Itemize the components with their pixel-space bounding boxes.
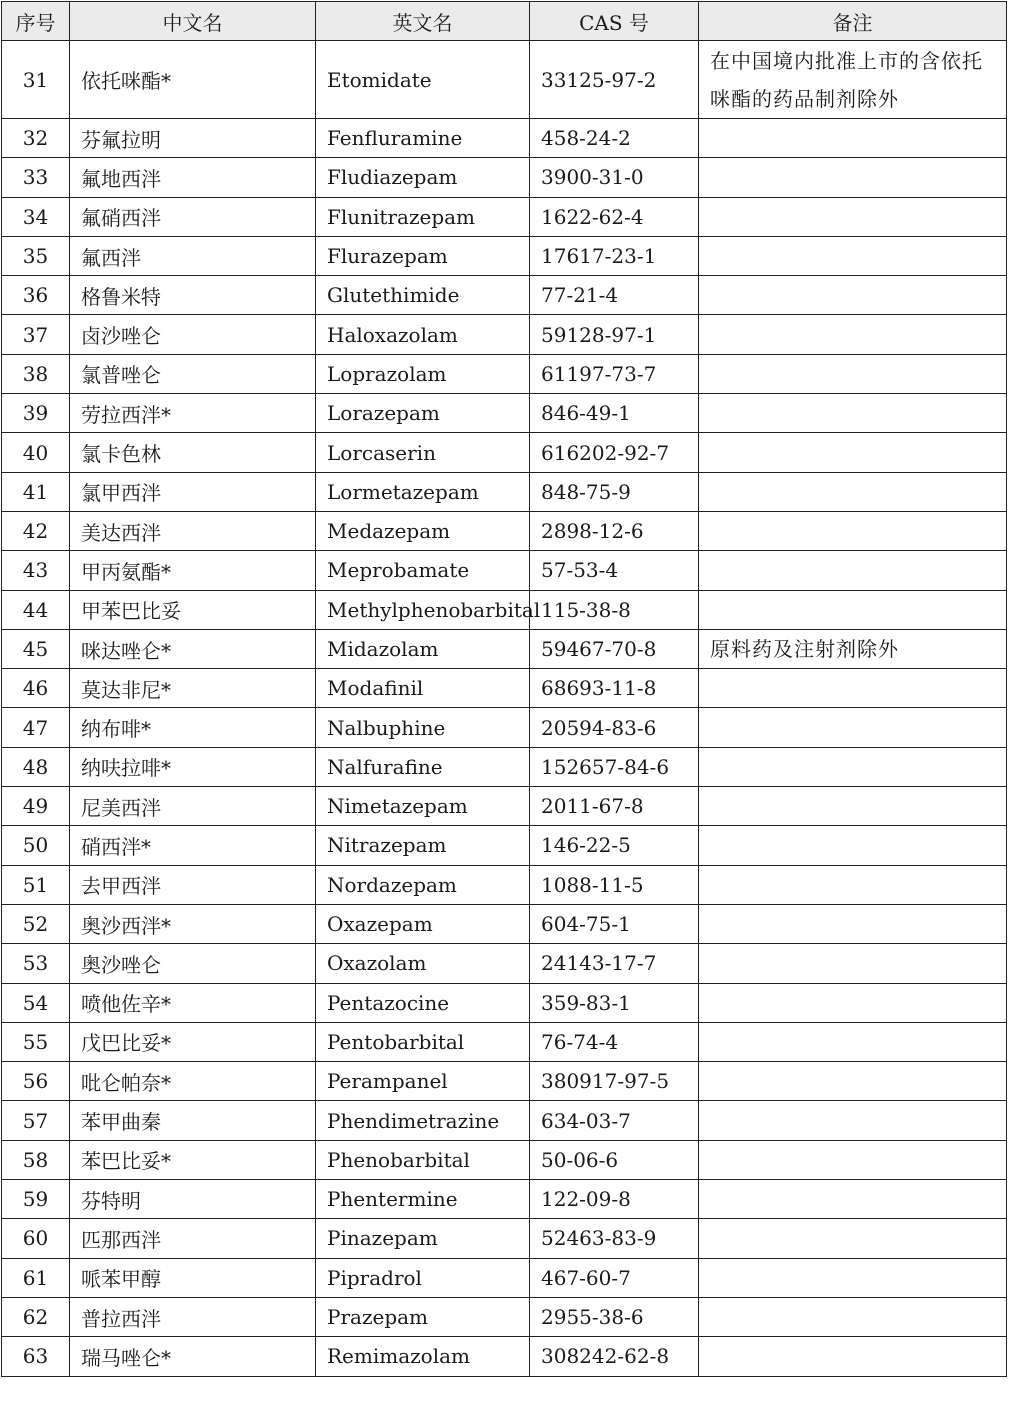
cell-remarks xyxy=(699,865,1007,904)
table-row xyxy=(2,826,1007,865)
cell-chinese-name: 硝西泮* xyxy=(70,826,316,865)
cell-remarks xyxy=(699,551,1007,590)
cell-english-name: Pentazocine xyxy=(316,983,530,1022)
cell-remarks xyxy=(699,433,1007,472)
cell-chinese-name: 氟硝西泮 xyxy=(70,197,316,236)
cell-serial: 44 xyxy=(2,590,70,629)
cell-serial: 62 xyxy=(2,1297,70,1336)
header-serial: 序号 xyxy=(2,2,70,41)
cell-serial: 31 xyxy=(2,41,70,119)
cell-remarks xyxy=(699,944,1007,983)
cell-serial: 40 xyxy=(2,433,70,472)
cell-remarks xyxy=(699,1337,1007,1376)
table-row xyxy=(2,197,1007,236)
cell-cas-number: 24143-17-7 xyxy=(530,944,699,983)
cell-serial: 51 xyxy=(2,865,70,904)
cell-cas-number: 467-60-7 xyxy=(530,1258,699,1297)
cell-english-name: Oxazolam xyxy=(316,944,530,983)
cell-serial: 54 xyxy=(2,983,70,1022)
table-row xyxy=(2,276,1007,315)
table-row xyxy=(2,1337,1007,1376)
cell-english-name: Loprazolam xyxy=(316,354,530,393)
cell-serial: 43 xyxy=(2,551,70,590)
cell-english-name: Lormetazepam xyxy=(316,472,530,511)
cell-english-name: Methylphenobarbital xyxy=(316,590,530,629)
cell-cas-number: 1622-62-4 xyxy=(530,197,699,236)
cell-english-name: Meprobamate xyxy=(316,551,530,590)
cell-cas-number: 122-09-8 xyxy=(530,1180,699,1219)
cell-chinese-name: 劳拉西泮* xyxy=(70,394,316,433)
cell-cas-number: 146-22-5 xyxy=(530,826,699,865)
cell-english-name: Fenfluramine xyxy=(316,119,530,158)
header-chinese-name: 中文名 xyxy=(70,2,316,41)
table-row xyxy=(2,394,1007,433)
cell-remarks xyxy=(699,119,1007,158)
cell-remarks xyxy=(699,511,1007,550)
table-row xyxy=(2,236,1007,275)
table-row xyxy=(2,1297,1007,1336)
cell-chinese-name: 纳呋拉啡* xyxy=(70,747,316,786)
cell-remarks xyxy=(699,158,1007,197)
cell-english-name: Modafinil xyxy=(316,669,530,708)
cell-remarks xyxy=(699,354,1007,393)
cell-english-name: Medazepam xyxy=(316,511,530,550)
cell-cas-number: 68693-11-8 xyxy=(530,669,699,708)
cell-cas-number: 2011-67-8 xyxy=(530,787,699,826)
cell-cas-number: 33125-97-2 xyxy=(530,41,699,119)
cell-chinese-name: 瑞马唑仑* xyxy=(70,1337,316,1376)
cell-remarks xyxy=(699,1062,1007,1101)
cell-cas-number: 308242-62-8 xyxy=(530,1337,699,1376)
table-row xyxy=(2,787,1007,826)
table-row xyxy=(2,904,1007,943)
table-row xyxy=(2,1140,1007,1179)
cell-serial: 42 xyxy=(2,511,70,550)
cell-serial: 37 xyxy=(2,315,70,354)
cell-remarks xyxy=(699,747,1007,786)
cell-chinese-name: 奥沙西泮* xyxy=(70,904,316,943)
cell-english-name: Flunitrazepam xyxy=(316,197,530,236)
cell-serial: 58 xyxy=(2,1140,70,1179)
cell-cas-number: 59128-97-1 xyxy=(530,315,699,354)
cell-chinese-name: 咪达唑仑* xyxy=(70,629,316,668)
substance-table xyxy=(1,1,1007,1377)
table-row xyxy=(2,1219,1007,1258)
header-remarks: 备注 xyxy=(699,2,1007,41)
cell-remarks xyxy=(699,1258,1007,1297)
cell-remarks: 原料药及注射剂除外 xyxy=(699,629,1007,668)
table-row xyxy=(2,354,1007,393)
cell-cas-number: 846-49-1 xyxy=(530,394,699,433)
cell-serial: 53 xyxy=(2,944,70,983)
cell-english-name: Phenobarbital xyxy=(316,1140,530,1179)
cell-remarks xyxy=(699,1180,1007,1219)
cell-english-name: Midazolam xyxy=(316,629,530,668)
cell-serial: 56 xyxy=(2,1062,70,1101)
cell-english-name: Fludiazepam xyxy=(316,158,530,197)
cell-chinese-name: 依托咪酯* xyxy=(70,41,316,119)
cell-serial: 61 xyxy=(2,1258,70,1297)
table-row xyxy=(2,865,1007,904)
cell-serial: 41 xyxy=(2,472,70,511)
cell-remarks xyxy=(699,708,1007,747)
cell-cas-number: 380917-97-5 xyxy=(530,1062,699,1101)
cell-cas-number: 1088-11-5 xyxy=(530,865,699,904)
cell-serial: 48 xyxy=(2,747,70,786)
cell-english-name: Pipradrol xyxy=(316,1258,530,1297)
cell-serial: 39 xyxy=(2,394,70,433)
header-english-name: 英文名 xyxy=(316,2,530,41)
cell-chinese-name: 苯巴比妥* xyxy=(70,1140,316,1179)
cell-remarks xyxy=(699,787,1007,826)
cell-cas-number: 359-83-1 xyxy=(530,983,699,1022)
cell-serial: 57 xyxy=(2,1101,70,1140)
cell-chinese-name: 芬氟拉明 xyxy=(70,119,316,158)
table-row xyxy=(2,472,1007,511)
cell-chinese-name: 苯甲曲秦 xyxy=(70,1101,316,1140)
cell-chinese-name: 氟西泮 xyxy=(70,236,316,275)
cell-english-name: Nalbuphine xyxy=(316,708,530,747)
cell-remarks xyxy=(699,276,1007,315)
cell-cas-number: 3900-31-0 xyxy=(530,158,699,197)
cell-serial: 50 xyxy=(2,826,70,865)
cell-serial: 49 xyxy=(2,787,70,826)
cell-cas-number: 634-03-7 xyxy=(530,1101,699,1140)
cell-chinese-name: 甲苯巴比妥 xyxy=(70,590,316,629)
cell-remarks xyxy=(699,590,1007,629)
table-row xyxy=(2,708,1007,747)
cell-english-name: Perampanel xyxy=(316,1062,530,1101)
cell-serial: 35 xyxy=(2,236,70,275)
cell-chinese-name: 奥沙唑仑 xyxy=(70,944,316,983)
cell-cas-number: 616202-92-7 xyxy=(530,433,699,472)
cell-cas-number: 152657-84-6 xyxy=(530,747,699,786)
cell-english-name: Oxazepam xyxy=(316,904,530,943)
cell-english-name: Pinazepam xyxy=(316,1219,530,1258)
cell-english-name: Lorcaserin xyxy=(316,433,530,472)
cell-serial: 60 xyxy=(2,1219,70,1258)
cell-remarks xyxy=(699,1101,1007,1140)
table-row xyxy=(2,511,1007,550)
table-row xyxy=(2,119,1007,158)
cell-serial: 55 xyxy=(2,1022,70,1061)
cell-chinese-name: 芬特明 xyxy=(70,1180,316,1219)
table-row xyxy=(2,1022,1007,1061)
cell-chinese-name: 哌苯甲醇 xyxy=(70,1258,316,1297)
cell-cas-number: 76-74-4 xyxy=(530,1022,699,1061)
cell-remarks xyxy=(699,826,1007,865)
cell-remarks: 在中国境内批准上市的含依托咪酯的药品制剂除外 xyxy=(699,41,1007,119)
cell-serial: 47 xyxy=(2,708,70,747)
cell-remarks xyxy=(699,472,1007,511)
cell-chinese-name: 甲丙氨酯* xyxy=(70,551,316,590)
cell-cas-number: 50-06-6 xyxy=(530,1140,699,1179)
cell-serial: 59 xyxy=(2,1180,70,1219)
cell-chinese-name: 卤沙唑仑 xyxy=(70,315,316,354)
cell-remarks xyxy=(699,1297,1007,1336)
cell-cas-number: 20594-83-6 xyxy=(530,708,699,747)
cell-chinese-name: 吡仑帕奈* xyxy=(70,1062,316,1101)
cell-cas-number: 2898-12-6 xyxy=(530,511,699,550)
table-row xyxy=(2,1180,1007,1219)
table-row xyxy=(2,551,1007,590)
cell-english-name: Phendimetrazine xyxy=(316,1101,530,1140)
cell-serial: 45 xyxy=(2,629,70,668)
cell-chinese-name: 氯卡色林 xyxy=(70,433,316,472)
cell-english-name: Remimazolam xyxy=(316,1337,530,1376)
cell-cas-number: 458-24-2 xyxy=(530,119,699,158)
cell-chinese-name: 普拉西泮 xyxy=(70,1297,316,1336)
cell-cas-number: 59467-70-8 xyxy=(530,629,699,668)
cell-chinese-name: 格鲁米特 xyxy=(70,276,316,315)
cell-remarks xyxy=(699,1219,1007,1258)
cell-english-name: Haloxazolam xyxy=(316,315,530,354)
cell-chinese-name: 氯甲西泮 xyxy=(70,472,316,511)
table-row xyxy=(2,983,1007,1022)
cell-cas-number: 77-21-4 xyxy=(530,276,699,315)
cell-english-name: Glutethimide xyxy=(316,276,530,315)
cell-cas-number: 52463-83-9 xyxy=(530,1219,699,1258)
table-row xyxy=(2,747,1007,786)
cell-english-name: Nordazepam xyxy=(316,865,530,904)
cell-remarks xyxy=(699,904,1007,943)
cell-cas-number: 604-75-1 xyxy=(530,904,699,943)
cell-chinese-name: 尼美西泮 xyxy=(70,787,316,826)
table-row xyxy=(2,1101,1007,1140)
cell-remarks xyxy=(699,394,1007,433)
cell-serial: 38 xyxy=(2,354,70,393)
cell-chinese-name: 氟地西泮 xyxy=(70,158,316,197)
table-row xyxy=(2,669,1007,708)
cell-english-name: Phentermine xyxy=(316,1180,530,1219)
cell-chinese-name: 戊巴比妥* xyxy=(70,1022,316,1061)
table-body xyxy=(2,41,1007,1377)
table-header-row xyxy=(2,2,1007,41)
cell-english-name: Lorazepam xyxy=(316,394,530,433)
header-cas-number: CAS 号 xyxy=(530,2,699,41)
cell-chinese-name: 美达西泮 xyxy=(70,511,316,550)
table-row xyxy=(2,629,1007,668)
table-row xyxy=(2,944,1007,983)
cell-serial: 32 xyxy=(2,119,70,158)
cell-cas-number: 848-75-9 xyxy=(530,472,699,511)
cell-chinese-name: 纳布啡* xyxy=(70,708,316,747)
cell-chinese-name: 氯普唑仑 xyxy=(70,354,316,393)
cell-english-name: Flurazepam xyxy=(316,236,530,275)
cell-english-name: Etomidate xyxy=(316,41,530,119)
cell-chinese-name: 去甲西泮 xyxy=(70,865,316,904)
cell-remarks xyxy=(699,983,1007,1022)
cell-cas-number: 2955-38-6 xyxy=(530,1297,699,1336)
cell-english-name: Pentobarbital xyxy=(316,1022,530,1061)
table-row xyxy=(2,41,1007,119)
table-row xyxy=(2,1062,1007,1101)
cell-serial: 46 xyxy=(2,669,70,708)
cell-remarks xyxy=(699,1140,1007,1179)
cell-remarks xyxy=(699,669,1007,708)
cell-remarks xyxy=(699,236,1007,275)
table-row xyxy=(2,315,1007,354)
cell-chinese-name: 喷他佐辛* xyxy=(70,983,316,1022)
cell-chinese-name: 匹那西泮 xyxy=(70,1219,316,1258)
cell-serial: 36 xyxy=(2,276,70,315)
cell-remarks xyxy=(699,197,1007,236)
cell-cas-number: 61197-73-7 xyxy=(530,354,699,393)
table-row xyxy=(2,158,1007,197)
cell-chinese-name: 莫达非尼* xyxy=(70,669,316,708)
cell-serial: 63 xyxy=(2,1337,70,1376)
cell-serial: 52 xyxy=(2,904,70,943)
table-row xyxy=(2,433,1007,472)
cell-cas-number: 57-53-4 xyxy=(530,551,699,590)
cell-remarks xyxy=(699,315,1007,354)
cell-remarks xyxy=(699,1022,1007,1061)
cell-english-name: Nalfurafine xyxy=(316,747,530,786)
cell-english-name: Prazepam xyxy=(316,1297,530,1336)
cell-cas-number: 17617-23-1 xyxy=(530,236,699,275)
table-row xyxy=(2,1258,1007,1297)
cell-cas-number: 115-38-8 xyxy=(530,590,699,629)
cell-english-name: Nitrazepam xyxy=(316,826,530,865)
cell-english-name: Nimetazepam xyxy=(316,787,530,826)
cell-serial: 33 xyxy=(2,158,70,197)
cell-serial: 34 xyxy=(2,197,70,236)
table-row xyxy=(2,590,1007,629)
